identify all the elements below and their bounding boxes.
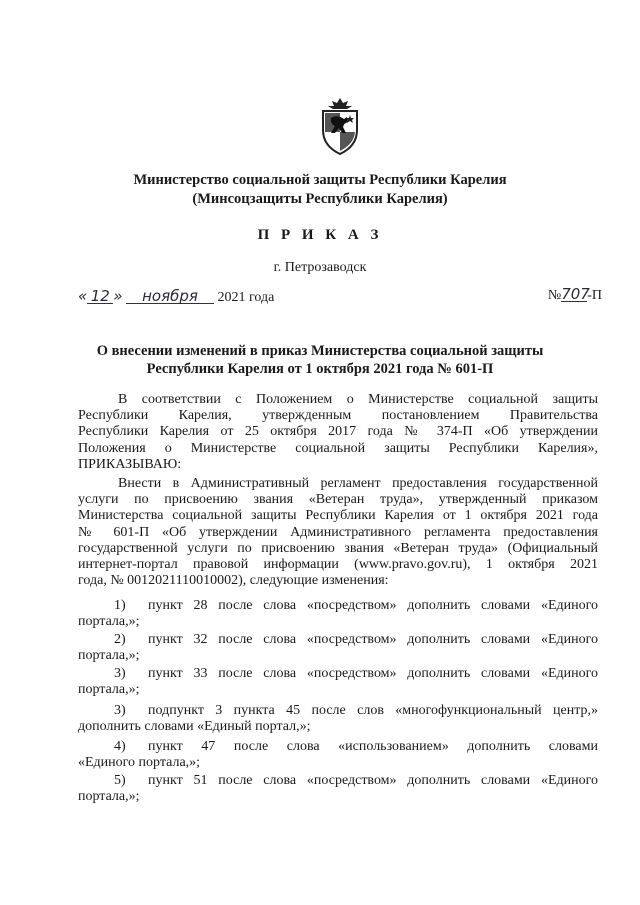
amendment-number: 5) [114,773,126,788]
amendment-text: пункт 47 после слова «использованием» дополнить словами [148,739,598,754]
amendment-text: пункт 33 после слова «посредством» дополнить словами «Единого [148,666,598,681]
main-line: услуги по присвоению звания «Ветеран труда», утвержденный приказом [78,492,598,508]
subject-line-2: Республики Карелия от 1 октября 2021 года № 601-П [146,361,494,377]
main-line: государственной услуги по присвоению звания «Ветеран труда» (Официальный [78,540,598,556]
amendment-text: подпункт 3 пункта 45 после слов «многофункциональный центр,» [148,703,598,718]
date-open-quote: « [78,287,88,305]
number-value: 707 [561,285,590,303]
number-suffix: -П [587,288,602,303]
order-date [78,287,274,306]
main-line: Министерства социальной защиты Республики Карелия от 1 октября 2021 года [78,508,598,524]
preamble-line: ПРИКАЗЫВАЮ: [78,456,182,472]
date-close-quote: » [113,287,123,305]
amendment-number: 3) [114,703,126,718]
amendment-text: пункт 51 после слова «посредством» дополнить словами «Единого [148,773,598,788]
preamble-line: Положения о Министерстве социальной защиты Республики Карелия», [78,440,598,456]
main-paragraph [78,476,598,589]
number-sign: № [547,288,562,303]
amendment-text: пункт 32 после слова «посредством» дополнить словами «Единого [148,632,598,647]
amendment-text-cont: «Единого портала,»; [78,755,201,771]
main-line: Внести в Административный регламент предоставления государственной [118,476,598,491]
date-year: 2021 года [217,290,275,305]
date-month: ноября [126,289,214,304]
preamble-paragraph [78,392,598,473]
preamble-line: Республики Карелия от 25 октября 2017 года № 374-П «Об утверждении [78,424,598,440]
subject-line-1: О внесении изменений в приказ Министерства социальной защиты [96,343,544,359]
ministry-name: Министерство социальной защиты Республики Карелия [133,172,507,188]
amendment-text-cont: портала,»; [78,614,140,630]
document-title: П Р И К А З [257,227,383,243]
ministry-short-name: (Минсоцзащиты Республики Карелия) [192,191,448,207]
amendment-text-cont: портала,»; [78,648,140,664]
order-number [548,287,602,304]
main-line: года, № 0012021110010002), следующие изменения: [78,573,389,589]
amendment-number: 1) [114,598,126,613]
amendment-text-cont: портала,»; [78,682,140,698]
preamble-line: В соответствии с Положением о Министерстве социальной защиты [118,392,598,407]
preamble-line: Республики Карелия, утвержденным постановлением Правительства [78,408,598,424]
main-line: интернет-портал правовой информации (www.pravo.gov.ru), 1 октября 2021 [78,556,598,572]
amendment-number: 2) [114,632,126,647]
amendment-text-cont: портала,»; [78,789,140,805]
date-day: 12 [87,289,113,304]
amendment-text: пункт 28 после слова «посредством» дополнить словами «Единого [148,598,598,613]
main-line: № 601-П «Об утверждении Административного регламента предоставления [78,524,598,540]
amendment-number: 4) [114,739,126,754]
coat-of-arms-icon [317,96,363,156]
amendment-number: 3) [114,666,126,681]
amendment-text-cont: дополнить словами «Единый портал,»; [78,719,311,735]
city: г. Петрозаводск [273,260,367,275]
